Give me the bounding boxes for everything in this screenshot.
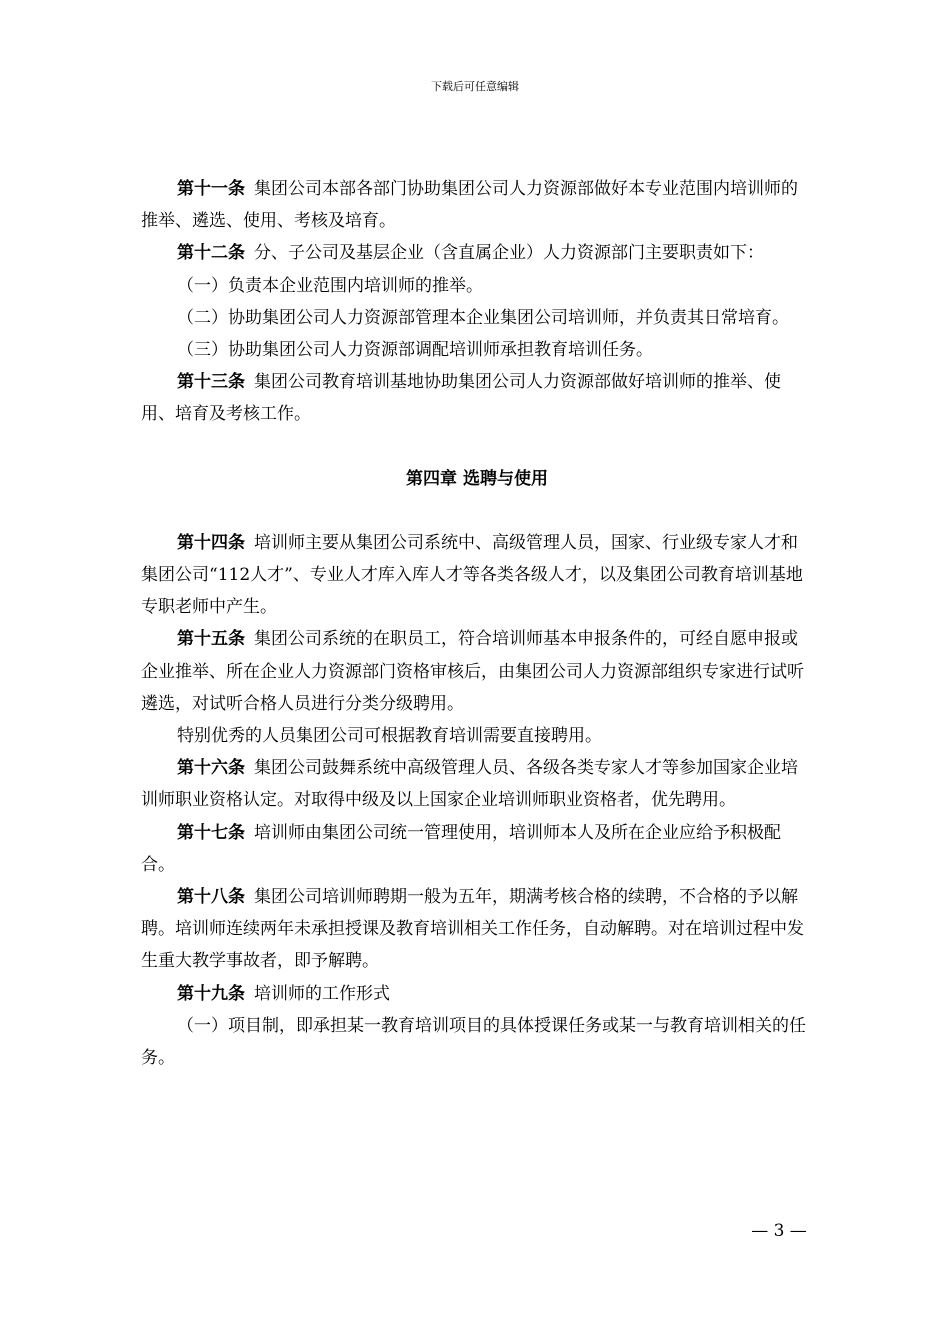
article-text: 集团公司教育培训基地协助集团公司人力资源部做好培训师的推举、使用、培育及考核工作。 (141, 372, 781, 425)
article-text: 培训师主要从集团公司系统中、高级管理人员，国家、行业级专家人才和集团公司“112人才”、专业人才库入库人才等各类各级人才，以及集团公司教育培训基地专职老师中产生。 (141, 532, 803, 618)
article-17 (141, 817, 813, 881)
article-label: 第十六条 (177, 758, 245, 779)
chapter-title: 第四章 选聘与使用 (406, 468, 548, 489)
article-label: 第十五条 (177, 629, 245, 650)
list-item-text: （一）负责本企业范围内培训师的推举。 (177, 275, 483, 296)
article-12 (141, 237, 813, 269)
article-label: 第十七条 (177, 822, 245, 843)
article-label: 第十三条 (177, 372, 245, 393)
article-label: 第十四条 (177, 532, 245, 553)
list-item (141, 1010, 813, 1074)
article-text: 培训师由集团公司统一管理使用，培训师本人及所在企业应给予积极配合。 (141, 822, 781, 875)
article-label: 第十八条 (177, 887, 245, 908)
article-text: 集团公司鼓舞系统中高级管理人员、各级各类专家人才等参加国家企业培训师职业资格认定。对取得中级及以上国家企业培训师职业资格者，优先聘用。 (141, 758, 798, 811)
article-15 (141, 623, 813, 720)
article-14 (141, 527, 813, 624)
article-text: 集团公司培训师聘期一般为五年，期满考核合格的续聘，不合格的予以解聘。培训师连续两年未承担授课及教育培训相关工作任务，自动解聘。对在培训过程中发生重大教学事故者，即予解聘。 (141, 887, 804, 972)
article-19 (141, 978, 813, 1010)
plain-paragraph (141, 720, 813, 752)
article-label: 第十九条 (177, 983, 245, 1004)
page-header: 下载后可任意编辑 (431, 80, 519, 93)
page-number: — 3 — (751, 1221, 807, 1241)
list-item (141, 302, 813, 334)
article-18 (141, 881, 813, 978)
article-label: 第十一条 (177, 179, 245, 199)
article-text: 分、子公司及基层企业（含直属企业）人力资源部门主要职责如下： (254, 243, 764, 264)
list-item-text: （三）协助集团公司人力资源部调配培训师承担教育培训任务。 (177, 340, 653, 361)
list-item (141, 334, 813, 366)
list-item-text: （一）项目制，即承担某一教育培训项目的具体授课任务或某一与教育培训相关的任务。 (141, 1015, 806, 1069)
article-11 (141, 173, 813, 237)
document-body (141, 173, 813, 1074)
article-13 (141, 366, 813, 430)
article-text: 集团公司本部各部门协助集团公司人力资源部做好本专业范围内培训师的推举、遴选、使用、考核及培育。 (141, 179, 798, 232)
list-item (141, 270, 813, 302)
article-text: 培训师的工作形式 (254, 983, 390, 1004)
paragraph-text: 特别优秀的人员集团公司可根据教育培训需要直接聘用。 (177, 726, 602, 747)
list-item-text: （二）协助集团公司人力资源部管理本企业集团公司培训师，并负责其日常培育。 (177, 307, 789, 328)
article-label: 第十二条 (177, 243, 245, 264)
article-text: 集团公司系统的在职员工，符合培训师基本申报条件的，可经自愿申报或企业推举、所在企业人力资源部门资格审核后，由集团公司人力资源部组织专家进行试听遴选，对试听合格人员进行分类分级聘用。 (141, 629, 804, 714)
article-16 (141, 752, 813, 816)
